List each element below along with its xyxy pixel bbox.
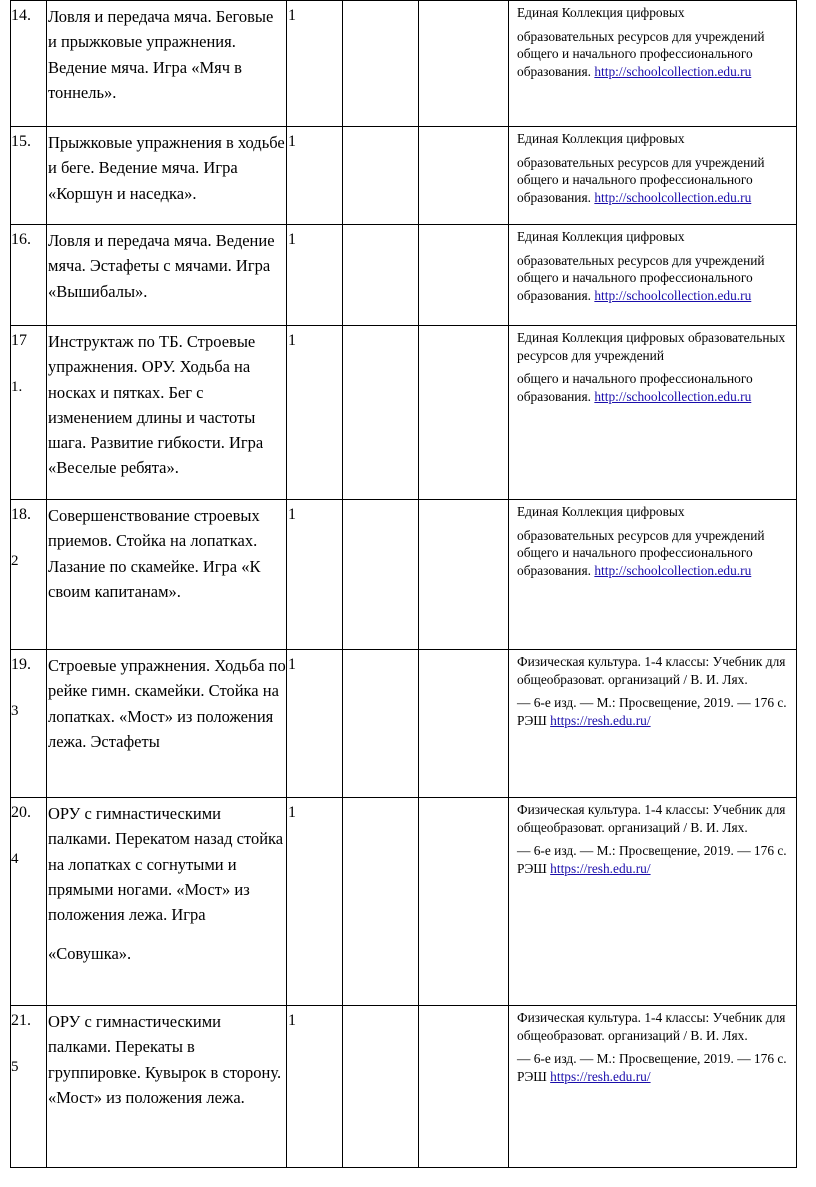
- empty-cell: [419, 650, 509, 798]
- lesson-resources: Единая Коллекция цифровых образовательных ресурсов для учреждений общего и начального профессионального образования. http://schoolcollection.edu.ru: [509, 1, 797, 127]
- lesson-number: 21. 5: [11, 1006, 47, 1168]
- table-row: [11, 650, 797, 798]
- lesson-hours: 1: [287, 225, 343, 326]
- empty-cell: [343, 225, 419, 326]
- lesson-topic: Совершенствование строевых приемов. Стойка на лопатках. Лазание по скамейке. Игра «К своим капитанам».: [47, 500, 287, 650]
- resource-link[interactable]: http://schoolcollection.edu.ru: [594, 287, 752, 303]
- lesson-topic: Ловля и передача мяча. Беговые и прыжковые упражнения. Ведение мяча. Игра «Мяч в тоннель».: [47, 1, 287, 127]
- empty-cell: [343, 326, 419, 500]
- empty-cell: [343, 500, 419, 650]
- empty-cell: [343, 127, 419, 225]
- lesson-topic: Инструктаж по ТБ. Строевые упражнения. ОРУ. Ходьба на носках и пятках. Бег с изменением длины и частоты шага. Развитие гибкости. Игра «Веселые ребята».: [47, 326, 287, 500]
- empty-cell: [419, 1, 509, 127]
- lesson-resources: Физическая культура. 1-4 классы: Учебник для общеобразоват. организаций / В. И. Лях. — 6-е изд. — М.: Просвещение, 2019. — 176 с. РЭШ https://resh.edu.ru/: [509, 1006, 797, 1168]
- lesson-topic: Прыжковые упражнения в ходьбе и беге. Ведение мяча. Игра «Коршун и наседка».: [47, 127, 287, 225]
- table-row: [11, 798, 797, 1006]
- lesson-hours: 1: [287, 650, 343, 798]
- table-row: [11, 1, 797, 127]
- table-row: [11, 1006, 797, 1168]
- resource-link[interactable]: http://schoolcollection.edu.ru: [594, 388, 752, 404]
- resource-link[interactable]: https://resh.edu.ru/: [550, 1068, 651, 1084]
- empty-cell: [343, 1, 419, 127]
- empty-cell: [419, 225, 509, 326]
- lesson-number: 18. 2: [11, 500, 47, 650]
- lesson-number: 19. 3: [11, 650, 47, 798]
- resource-link[interactable]: http://schoolcollection.edu.ru: [594, 189, 752, 205]
- resource-link[interactable]: http://schoolcollection.edu.ru: [594, 562, 752, 578]
- empty-cell: [419, 500, 509, 650]
- resource-link[interactable]: https://resh.edu.ru/: [550, 712, 651, 728]
- empty-cell: [343, 1006, 419, 1168]
- lesson-hours: 1: [287, 500, 343, 650]
- resource-link[interactable]: http://schoolcollection.edu.ru: [594, 63, 752, 79]
- lesson-number: 14.: [11, 1, 47, 127]
- lesson-number: 15.: [11, 127, 47, 225]
- lesson-hours: 1: [287, 127, 343, 225]
- table-row: [11, 127, 797, 225]
- table-row: [11, 225, 797, 326]
- lesson-hours: 1: [287, 326, 343, 500]
- empty-cell: [419, 798, 509, 1006]
- lesson-number: 16.: [11, 225, 47, 326]
- lesson-resources: Единая Коллекция цифровых образовательных ресурсов для учреждений общего и начального профессионального образования. http://schoolcollection.edu.ru: [509, 127, 797, 225]
- lesson-number: 20. 4: [11, 798, 47, 1006]
- lesson-number: 17 1.: [11, 326, 47, 500]
- empty-cell: [419, 326, 509, 500]
- empty-cell: [419, 1006, 509, 1168]
- lesson-hours: 1: [287, 798, 343, 1006]
- table-row: [11, 326, 797, 500]
- lesson-hours: 1: [287, 1, 343, 127]
- lesson-topic: Строевые упражнения. Ходьба по рейке гимн. скамейки. Стойка на лопатках. «Мост» из положения лежа. Эстафеты: [47, 650, 287, 798]
- lesson-resources: Физическая культура. 1-4 классы: Учебник для общеобразоват. организаций / В. И. Лях. — 6-е изд. — М.: Просвещение, 2019. — 176 с. РЭШ https://resh.edu.ru/: [509, 798, 797, 1006]
- lesson-topic: ОРУ с гимнастическими палками. Перекаты в группировке. Кувырок в сторону. «Мост» из положения лежа.: [47, 1006, 287, 1168]
- lesson-resources: Единая Коллекция цифровых образовательных ресурсов для учреждений общего и начального профессионального образования. http://schoolcollection.edu.ru: [509, 500, 797, 650]
- table-row: [11, 500, 797, 650]
- resource-link[interactable]: https://resh.edu.ru/: [550, 860, 651, 876]
- lesson-resources: Единая Коллекция цифровых образовательных ресурсов для учреждений общего и начального профессионального образования. http://schoolcollection.edu.ru: [509, 225, 797, 326]
- lesson-hours: 1: [287, 1006, 343, 1168]
- lesson-topic: Ловля и передача мяча. Ведение мяча. Эстафеты с мячами. Игра «Вышибалы».: [47, 225, 287, 326]
- lesson-resources: Единая Коллекция цифровых образовательных ресурсов для учреждений общего и начального профессионального образования. http://schoolcollection.edu.ru: [509, 326, 797, 500]
- lesson-plan-table: [10, 0, 797, 1168]
- empty-cell: [343, 650, 419, 798]
- empty-cell: [419, 127, 509, 225]
- lesson-topic: ОРУ с гимнастическими палками. Перекатом назад стойка на лопатках с согнутыми и прямыми ногами. «Мост» из положения лежа. Игра «Совушка».: [47, 798, 287, 1006]
- empty-cell: [343, 798, 419, 1006]
- lesson-resources: Физическая культура. 1-4 классы: Учебник для общеобразоват. организаций / В. И. Лях. — 6-е изд. — М.: Просвещение, 2019. — 176 с. РЭШ https://resh.edu.ru/: [509, 650, 797, 798]
